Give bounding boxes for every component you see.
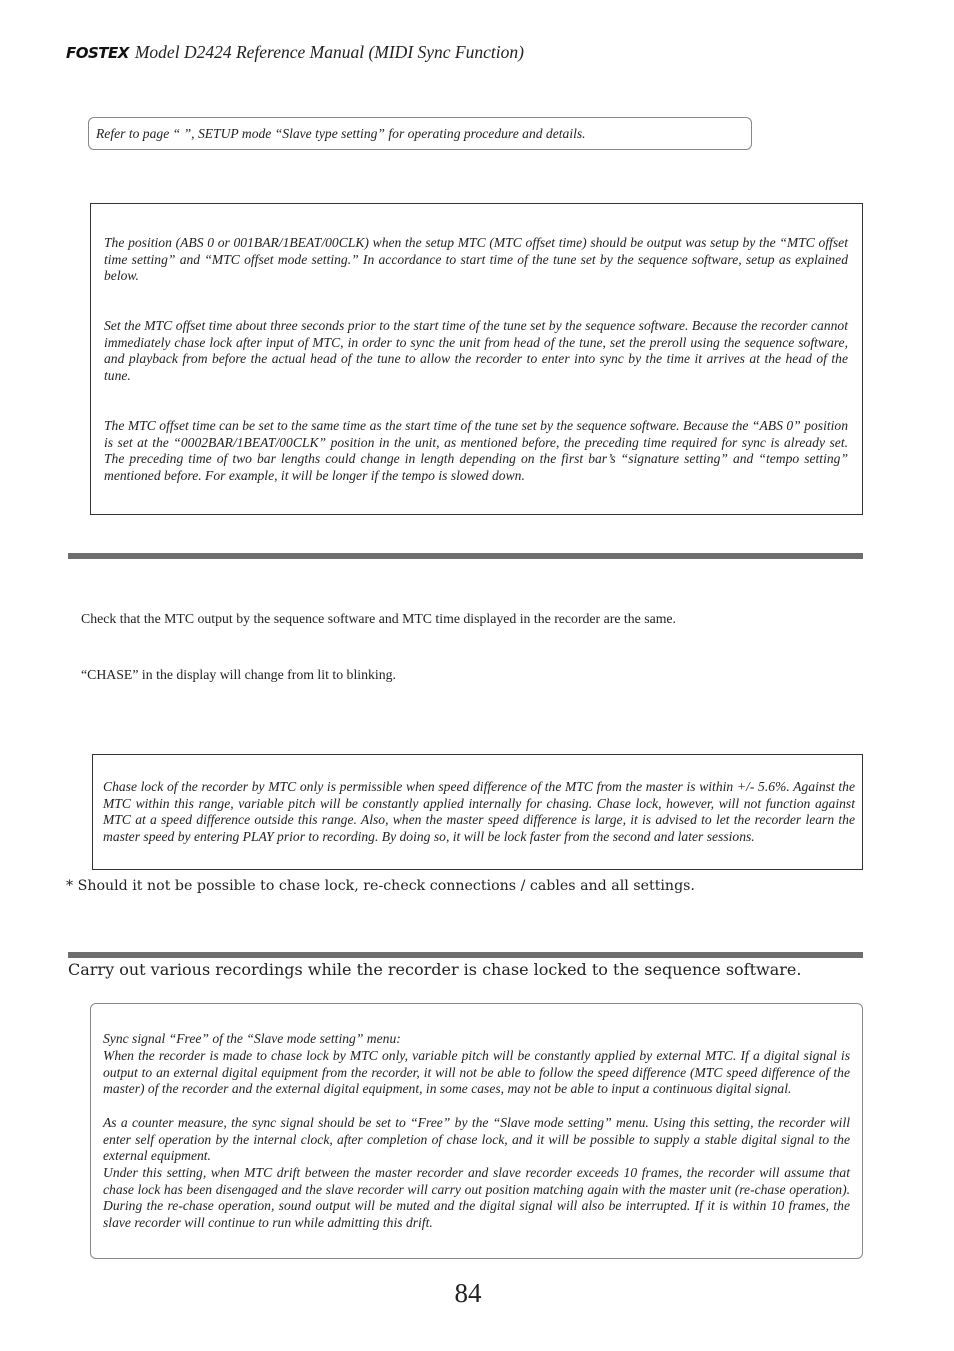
page-header [66, 42, 524, 66]
offset-paragraph: The MTC offset time can be set to the same time as the start time of the tune set by the sequence software. Because the “ABS 0” position is set at the “0002BAR/1BEAT/00CLK” position in the unit, as mentioned before, the preceding time required for sync is already set. The preceding time of two bar lengths could change in length depending on the first bar’s “signature setting” and “tempo setting” mentioned before. For example, it will be longer if the tempo is slowed down. [104, 418, 848, 484]
sync-paragraph: As a counter measure, the sync signal should be set to “Free” by the “Slave mode setting” menu. Using this setting, the recorder will enter self operation by the internal clock, after completion of chase lock, and it will be possible to supply a stable digital signal to the external equipment. [103, 1115, 850, 1164]
chase-indicator-text: “CHASE” in the display will change from lit to blinking. [81, 667, 396, 682]
header-title: Model D2424 Reference Manual (MIDI Sync Function) [134, 42, 524, 62]
sync-signal-box [90, 1003, 863, 1259]
chase-lock-paragraph: Chase lock of the recorder by MTC only is permissible when speed difference of the MTC from the master is within +/- 5.6%. Against the MTC within this range, variable pitch will be constantly applied internally for chasing. Chase lock, however, will not function against MTC at a speed difference outside this range. Also, when the master speed difference is large, it is advised to let the recorder learn the master speed by entering PLAY prior to recording. By doing so, it will be lock faster from the second and later sessions. [103, 779, 855, 845]
section-divider [68, 952, 863, 958]
sync-paragraph: When the recorder is made to chase lock by MTC only, variable pitch will be constantly applied by external MTC. If a digital signal is output to an external digital equipment from the recorder, it will not be able to follow the speed difference (MTC speed difference of the master) of the recorder and the external digital equipment, in some cases, may not be able to input a continuous digital signal. [103, 1048, 850, 1097]
reference-note-box: Refer to page “ ”, SETUP mode “Slave type setting” for operating procedure and details. [88, 117, 752, 150]
brand-logo: FOSTEX [66, 44, 129, 62]
offset-paragraph: The position (ABS 0 or 001BAR/1BEAT/00CLK) when the setup MTC (MTC offset time) should be output was setup by the “MTC offset time setting” and “MTC offset mode setting.” In accordance to start time of the tune set by the sequence software, setup as explained below. [104, 235, 848, 284]
sync-paragraph: Under this setting, when MTC drift between the master recorder and slave recorder exceeds 10 frames, the recorder will assume that chase lock has been disengaged and the slave recorder will carry out position matching again with the master unit (re-chase operation). During the re-chase operation, sound output will be muted and the digital signal will also be interrupted. If it is within 10 frames, the slave recorder will continue to run while admitting this drift. [103, 1165, 850, 1231]
chase-lock-note: * Should it not be possible to chase lock, re-check connections / cables and all settings. [66, 878, 695, 894]
sync-box-heading: Sync signal “Free” of the “Slave mode setting” menu: [103, 1031, 401, 1046]
chase-lock-box [92, 754, 863, 870]
page-number: 84 [454, 1278, 482, 1308]
check-instruction: Check that the MTC output by the sequence software and MTC time displayed in the recorder are the same. [81, 611, 676, 626]
section-divider [68, 553, 863, 559]
mtc-offset-box [90, 203, 863, 515]
recording-instruction: Carry out various recordings while the recorder is chase locked to the sequence software. [68, 960, 802, 979]
offset-paragraph: Set the MTC offset time about three seconds prior to the start time of the tune set by the sequence software. Because the recorder cannot immediately chase lock after input of MTC, in order to sync the unit from head of the tune, set the preroll using the sequence software, and playback from before the actual head of the tune to allow the recorder to enter into sync by the time it arrives at the head of the tune. [104, 318, 848, 384]
